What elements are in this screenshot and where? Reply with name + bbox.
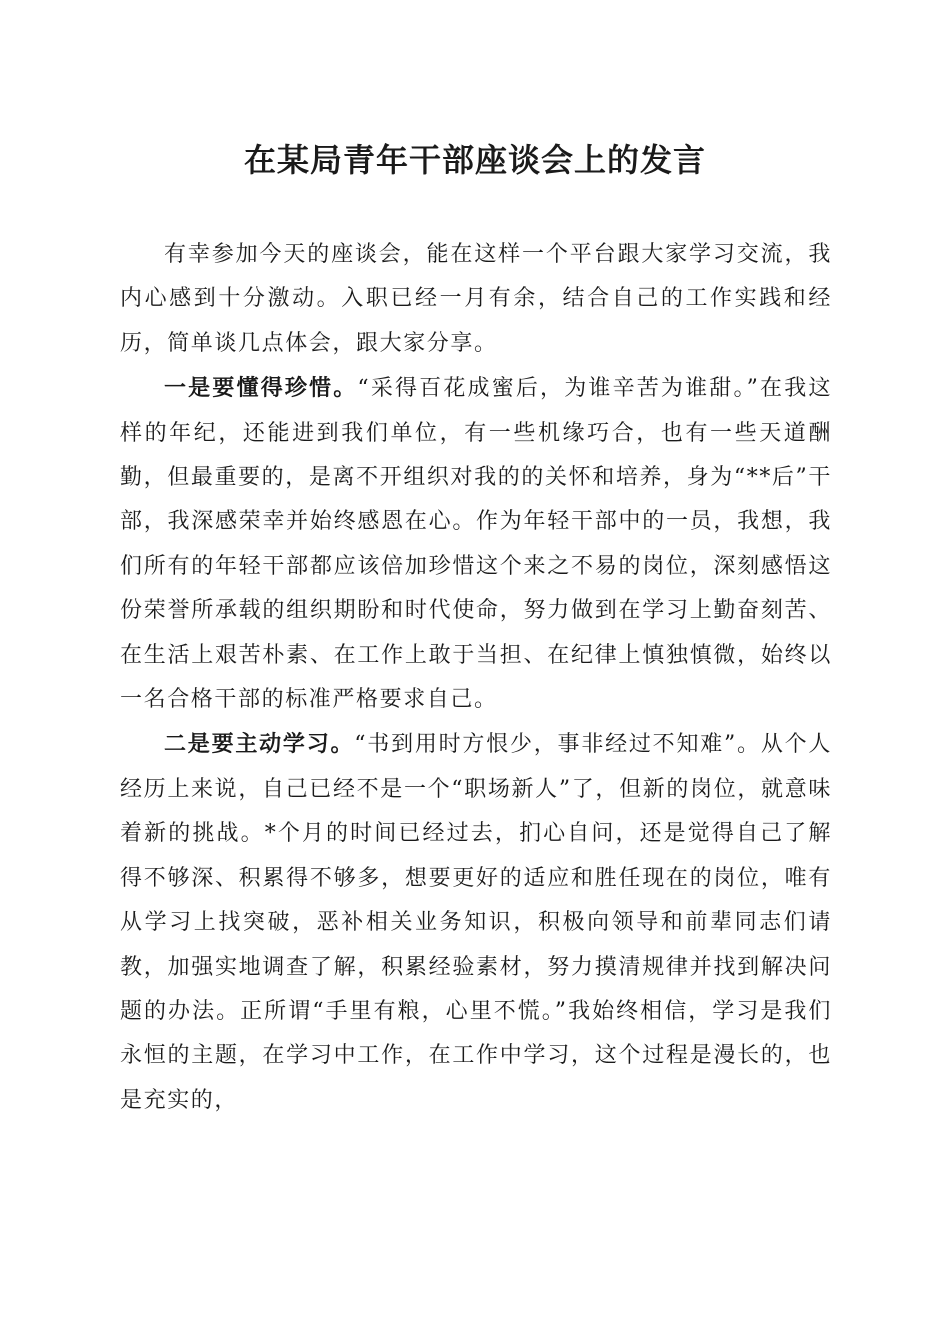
document-title: 在某局青年干部座谈会上的发言: [243, 141, 706, 179]
paragraph-learning: [120, 722, 832, 1123]
paragraph-lead: 一是要懂得珍惜。: [164, 375, 358, 402]
paragraph-lead: 二是要主动学习。: [164, 731, 355, 758]
paragraph-cherish: [120, 366, 832, 722]
document-body: [120, 232, 832, 1123]
paragraph-text: 有幸参加今天的座谈会，能在这样一个平台跟大家学习交流，我内心感到十分激动。入职已经一月有余，结合自己的工作实践和经历，简单谈几点体会，跟大家分享。: [120, 242, 832, 356]
paragraph-text: “书到用时方恨少，事非经过不知难”。从个人经历上来说，自己已经不是一个“职场新人”了，但新的岗位，就意味着新的挑战。*个月的时间已经过去，扪心自问，还是觉得自己了解得不够深、积累得不够多，想要更好的适应和胜任现在的岗位，唯有从学习上找突破，恶补相关业务知识，积极向领导和前辈同志们请教，加强实地调查了解，积累经验素材，努力摸清规律并找到解决问题的办法。正所谓“手里有粮，心里不慌。”我始终相信，学习是我们永恒的主题，在学习中工作，在工作中学习，这个过程是漫长的，也是充实的，: [120, 732, 832, 1113]
paragraph-intro: [120, 232, 832, 366]
paragraph-text: “采得百花成蜜后，为谁辛苦为谁甜。”在我这样的年纪，还能进到我们单位，有一些机缘巧合，也有一些天道酬勤，但最重要的，是离不开组织对我的的关怀和培养，身为“**后”干部，我深感荣幸并始终感恩在心。作为年轻干部中的一员，我想，我们所有的年轻干部都应该倍加珍惜这个来之不易的岗位，深刻感悟这份荣誉所承载的组织期盼和时代使命，努力做到在学习上勤奋刻苦、在生活上艰苦朴素、在工作上敢于当担、在纪律上慎独慎微，始终以一名合格干部的标准严格要求自己。: [120, 376, 832, 713]
